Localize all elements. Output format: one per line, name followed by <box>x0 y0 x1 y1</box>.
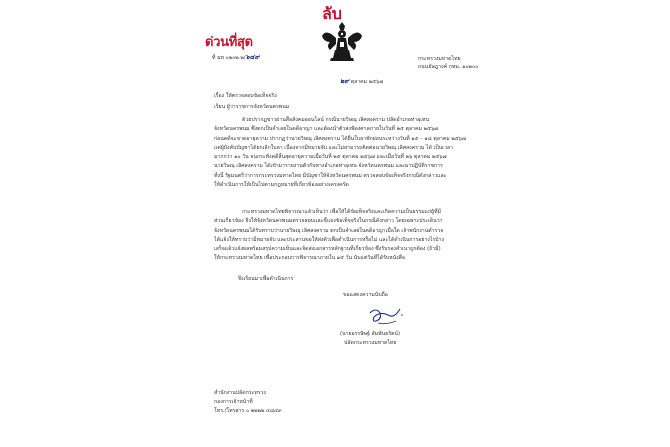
date-day-handwritten: ๒๙ <box>340 77 350 85</box>
paragraph-line: จังหวัดนครพนมได้รับทราบว่านายวิษณุ เลิศสงคราม ตกเป็นจำเลยในคดีอาญาเมื่อใด เจ้าพนักงานตำรวจ <box>214 227 444 234</box>
paragraph-line: แต่ผู้บังคับบัญชาได้ยกเลิกใบลา เนื่องจากมีหมายจับ และไม่สามารถติดต่อนายวิษณุ เลิศสงคราม ได้ เป็นเวลา <box>214 144 453 151</box>
letter-recipient: เรียน ผู้ว่าราชการจังหวัดนครพนม <box>214 104 290 110</box>
garuda-emblem-icon <box>318 18 366 62</box>
signer-name: (นายอรรษิษฐ์ สัมพันธรัตน์) <box>340 331 401 337</box>
signature-icon <box>366 305 406 327</box>
paragraph-line: นายวิษณุ เลิศสงคราม ได้เข้ามารายงานตัวกับทางอำเภอท่าอุเทน จังหวัดนครพนม และมาปฏิบัติราชการ <box>214 163 443 170</box>
letter-subject: เรื่อง ให้ตรวจสอบข้อเท็จจริง <box>214 93 277 99</box>
regards-line: ขอแสดงความนับถือ <box>343 292 388 298</box>
closing-line: จึงเรียนมาเพื่อดำเนินการ <box>238 276 294 282</box>
document-number-prefix: ที่ มท ๐๒๐๒.๒/ <box>212 55 246 61</box>
paragraph-line: จังหวัดนครพนม ซึ่งตกเป็นจำเลยในคดีอาญา และต้องนำตัวส่งฟ้องศาลภายในวันที่ ๒๕ ตุลาคม ๒๕๖๗ <box>214 126 439 133</box>
paragraph-line: ด้วยปรากฏข่าวผ่านสื่อสังคมออนไลน์ กรณีนายวิษณุ เลิศสงคราม ปลัดอำเภอท่าอุเทน <box>242 117 430 123</box>
paragraph-line: เสร็จแล้วแจ้งผลพร้อมสรุปความเห็นและจัดส่งเอกสารหลักฐานที่เกี่ยวข้อง ซึ่งรับรองสำเนาถูกต้อง (ถ้ามี) <box>214 246 441 253</box>
document-number <box>212 52 259 62</box>
paragraph-line: ทั้งนี้ รัฐมนตรีว่าการกระทรวงมหาดไทย มีบัญชาให้จังหวัดนครพนม ตรวจสอบข้อเท็จจริงกรณีดังกล่าวและ <box>214 172 447 179</box>
footer-office: สำนักงานปลัดกระทรวง <box>214 390 266 396</box>
body-paragraph-1 <box>214 116 474 190</box>
paragraph-line: ส่วนเกี่ยวข้อง จึงให้จังหวัดนครพนมตรวจสอบและชี้แจงข้อเท็จจริงในกรณีดังกล่าว โดยเฉพาะประเด็นว่า <box>214 218 443 225</box>
paragraph-line: ก่อนคดีจะขาดอายุความ ปรากฏว่านายวิษณุ เลิศสงคราม ได้ยื่นใบลาพักผ่อนระหว่างวันที่ ๑๕ – ๑๘ ตุลาคม ๒๕๖๗ <box>214 135 466 142</box>
ministry-address: ถนนอัษฎางค์ กทม. ๑๐๒๐๐ <box>418 64 479 70</box>
paragraph-line: มากกว่า ๑๐ วัน จนกระทั่งคดีสิ้นสุดอายุความเมื่อวันที่ ๒๕ ตุลาคม ๒๕๖๗ และเมื่อวันที่ ๒๖ ตุลาคม ๒๕๖๗ <box>214 154 447 161</box>
ministry-name: กระทรวงมหาดไทย <box>418 56 461 62</box>
body-paragraph-2 <box>214 208 474 264</box>
signer-title: ปลัดกระทรวงมหาดไทย <box>344 340 397 346</box>
footer-phone: โทร./โทรสาร ๐ ๒๒๒๒ ๔๘๔๙ <box>214 408 282 414</box>
classification-stamp: ลับ <box>322 4 342 23</box>
footer-division: กองการเจ้าหน้าที่ <box>214 399 253 405</box>
paragraph-line: ได้แจ้งให้ทราบว่ามีหมายจับ และประสานขอให้ส่งตัวเพื่อดำเนินการหรือไม่ และได้ดำเนินการอย่างไรบ้าง <box>214 236 444 243</box>
letter-date <box>340 76 383 86</box>
paragraph-line: ให้ดำเนินการให้เป็นไปตามกฎหมายที่เกี่ยวข้องอย่างเคร่งครัด <box>214 182 349 189</box>
document-number-handwritten: ๖๔๙ <box>245 53 260 61</box>
date-month-year: ตุลาคม ๒๕๖๗ <box>350 79 384 85</box>
urgency-stamp: ด่วนที่สุด <box>205 35 253 50</box>
paragraph-line: กระทรวงมหาดไทยพิจารณาแล้วเห็นว่า เพื่อให้ได้ข้อเท็จจริงและเกิดความเป็นธรรมแก่ผู้ที่มี <box>242 209 442 215</box>
paragraph-line: ให้กระทรวงมหาดไทย เพื่อประกอบการพิจารณาภายใน ๑๕ วัน นับแต่วันที่ได้รับหนังสือ <box>214 255 405 262</box>
